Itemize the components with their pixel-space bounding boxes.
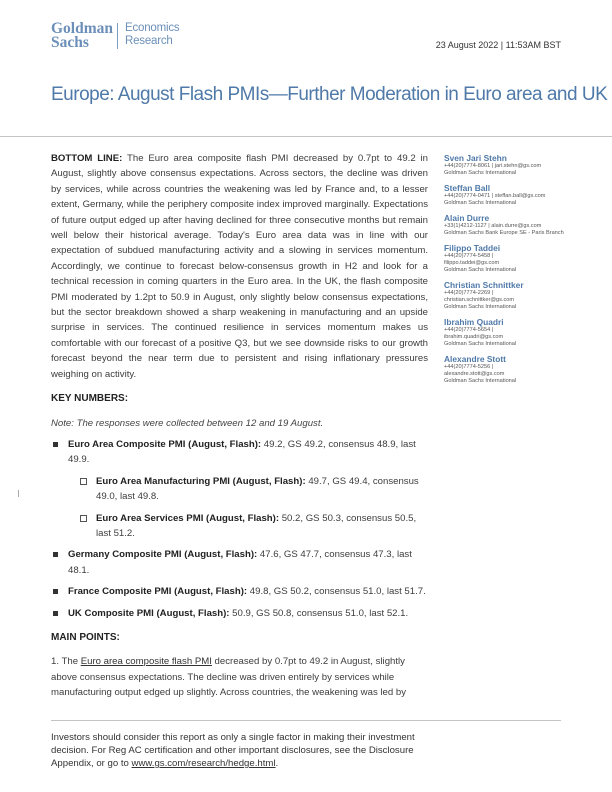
item-text: 50.2, GS 50.3, consensus 50.5, last 51.2.	[96, 512, 417, 539]
author-org: Goldman Sachs International	[444, 341, 517, 347]
page-title: Europe: August Flash PMIs—Further Moderation in Euro area and UK	[51, 84, 608, 105]
author-org: Goldman Sachs International	[444, 378, 517, 384]
logo-brand	[51, 22, 115, 49]
point-text: decreased by 0.7pt to 49.2 in August, slightly above consensus expectations. The decline was driven entirely by services while manufacturing output edged up slightly. Across countries, the weakening was led by	[51, 656, 407, 699]
author-contact: +44(20)7774-5458 |	[444, 253, 494, 259]
item-label: France Composite PMI (August, Flash):	[68, 586, 248, 598]
item-text: 49.7, GS 49.4, consensus 49.0, last 49.8.	[96, 475, 419, 503]
item-label: Germany Composite PMI (August, Flash):	[68, 549, 258, 561]
item-label: Euro Area Composite PMI (August, Flash):	[68, 438, 262, 450]
author-card	[444, 213, 574, 237]
footer-text: Investors should consider this report as only a single factor in making their investment decision. For Reg AC certification and other important disclosures, see the Disclosure Appendix, or go to	[51, 732, 415, 769]
key-numbers-note: Note: The responses were collected between 12 and 19 August.	[51, 417, 324, 429]
author-name[interactable]: Filippo Taddei	[444, 243, 501, 253]
key-numbers-list	[51, 437, 428, 621]
author-org: Goldman Sachs International	[444, 304, 517, 310]
item-text: 49.8, GS 50.2, consensus 51.0, last 51.7.	[247, 586, 426, 598]
author-email: christian.schnittker@gs.com	[444, 297, 515, 303]
disclosure-link[interactable]: www.gs.com/research/hedge.html	[131, 758, 276, 769]
author-org: Goldman Sachs International	[444, 200, 517, 206]
logo-division-line1: Economics	[125, 22, 180, 34]
item-label: Euro Area Services PMI (August, Flash):	[96, 512, 280, 524]
logo-brand-line2: Sachs	[51, 33, 89, 51]
list-item	[51, 437, 428, 468]
author-contact: +44(20)7774-5256 |	[444, 364, 494, 370]
author-contact: +44(20)7774-5654 |	[444, 327, 494, 333]
point-prefix: 1. The	[51, 656, 81, 668]
author-card	[444, 354, 574, 385]
author-card	[444, 183, 574, 207]
bottom-line-text: The Euro area composite flash PMI decreased by 0.7pt to 49.2 in August, slightly above consensus expectations. Across sectors, the decline was driven by services, while across countries the weakening was led by France and, to a lesser extent, Germany, while the periphery composite index improved marginally. Expectations of future output edged up after having declined for three consecutive months but remain well below their historical average. Today's Euro area data was in line with our expectation of subdued manufacturing activity and a slowing in services momentum. Accordingly, we continue to forecast below-consensus growth in H2 and look for a technical recession in coming quarters in the Euro area. In the UK, the flash composite PMI moderated by 1.2pt to 50.9 in August, only slightly below consensus expectations, but the sector breakdown showed a sharp weakening in manufacturing and an upside surprise in services. The continued resilience in services momentum makes us comfortable with our forecast of a positive Q3, but we see downside risks to our growth forecast beyond the near term due to persistent and rising inflationary pressures weighing on activity.	[51, 153, 428, 380]
item-text: 50.9, GS 50.8, consensus 51.0, last 52.1.	[229, 607, 409, 619]
bottom-line-label: BOTTOM LINE:	[51, 153, 123, 164]
report-date: 23 August 2022 | 11:53AM BST	[435, 40, 561, 50]
logo-divider	[117, 23, 118, 49]
item-label: UK Composite PMI (August, Flash):	[68, 607, 230, 619]
authors-sidebar	[444, 153, 574, 391]
hollow-square-bullet-icon	[80, 515, 87, 522]
item-text: 49.2, GS 49.2, consensus 48.9, last 49.9.	[68, 438, 416, 466]
square-bullet-icon	[53, 442, 58, 447]
disclosure-footer	[51, 731, 451, 770]
author-org: Goldman Sachs International	[444, 170, 517, 176]
logo-brand-line1: Goldman	[51, 20, 114, 37]
list-item	[51, 547, 428, 578]
author-contact: +44(20)7774-2269 |	[444, 290, 494, 296]
author-email: alexandre.stott@gs.com	[444, 371, 505, 377]
author-email: filippo.taddei@gs.com	[444, 260, 500, 266]
author-card	[444, 243, 574, 274]
author-name[interactable]: Alain Durre	[444, 213, 490, 223]
author-card	[444, 317, 574, 348]
author-card	[444, 153, 574, 177]
author-name[interactable]: Steffan Ball	[444, 183, 491, 193]
main-point-1	[51, 654, 428, 700]
euro-area-pmi-link[interactable]: Euro area composite flash PMI	[80, 656, 212, 668]
logo-division	[125, 22, 179, 47]
list-item	[51, 474, 428, 505]
author-org: Goldman Sachs International	[444, 267, 517, 273]
margin-mark	[18, 490, 19, 497]
author-contact: +33(1)4212-1127 | alain.durre@gs.com	[444, 223, 542, 229]
author-card	[444, 280, 574, 311]
key-numbers-heading: KEY NUMBERS:	[51, 393, 129, 405]
author-name[interactable]: Christian Schnittker	[444, 280, 524, 290]
item-text: 47.6, GS 47.7, consensus 47.3, last 48.1.	[68, 549, 412, 576]
author-name[interactable]: Ibrahim Quadri	[444, 317, 504, 327]
author-contact: +44(20)7774-0471 | steffan.ball@gs.com	[444, 193, 546, 199]
list-item	[51, 606, 428, 621]
hollow-square-bullet-icon	[80, 478, 87, 485]
square-bullet-icon	[53, 611, 58, 616]
author-email: ibrahim.quadri@gs.com	[444, 334, 504, 340]
main-points-heading: MAIN POINTS:	[51, 631, 120, 643]
footer-divider	[51, 720, 561, 721]
author-org: Goldman Sachs Bank Europe SE - Paris Branch	[444, 230, 564, 236]
author-contact: +44(20)7774-8061 | jari.stehn@gs.com	[444, 163, 542, 169]
author-name[interactable]: Alexandre Stott	[444, 354, 506, 364]
header-divider	[0, 136, 612, 137]
list-item	[51, 584, 428, 599]
logo-division-line2: Research	[125, 34, 173, 47]
bottom-line-paragraph	[51, 151, 428, 382]
main-content	[51, 151, 428, 701]
goldman-sachs-logo	[51, 22, 179, 49]
footer-end: .	[275, 758, 279, 769]
author-name[interactable]: Sven Jari Stehn	[444, 153, 507, 163]
square-bullet-icon	[53, 589, 58, 594]
square-bullet-icon	[53, 552, 58, 557]
list-item	[51, 511, 428, 542]
item-label: Euro Area Manufacturing PMI (August, Flash):	[96, 475, 306, 487]
